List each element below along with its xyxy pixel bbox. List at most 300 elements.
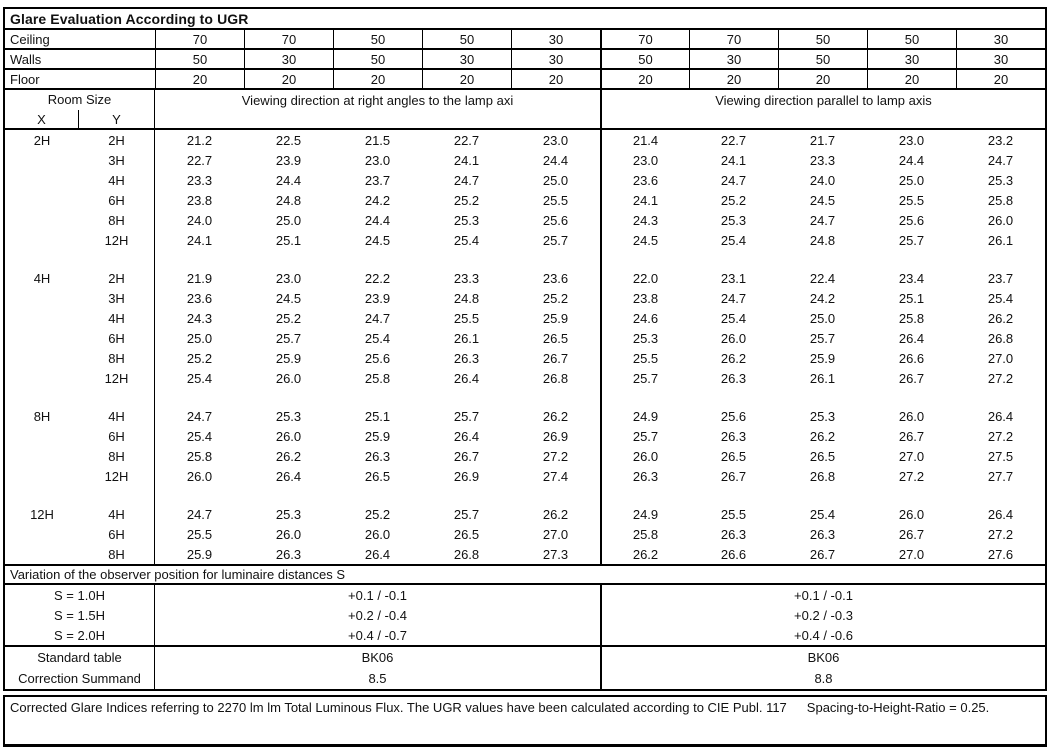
ugr-value-cell: 24.1 bbox=[600, 190, 689, 210]
ugr-value-cell: 25.5 bbox=[453, 310, 480, 326]
ugr-value-cell: 24.0 bbox=[186, 212, 213, 228]
ugr-value-cell: 25.6 bbox=[542, 212, 569, 228]
surface-value-cell: 20 bbox=[422, 70, 511, 88]
ugr-value-cell: 27.0 bbox=[542, 526, 569, 542]
ugr-value-cell: 26.0 bbox=[720, 330, 747, 346]
room-x-cell bbox=[5, 486, 79, 504]
surface-reflectance-rows bbox=[5, 30, 1045, 90]
variation-row bbox=[5, 585, 1045, 605]
ugr-value-cell: 25.9 bbox=[809, 350, 836, 366]
ugr-value-cell: 25.3 bbox=[453, 212, 480, 228]
ugr-value-cell bbox=[600, 486, 689, 504]
ugr-value-cell: 25.7 bbox=[600, 426, 689, 446]
ugr-value-cell: 26.3 bbox=[720, 370, 747, 386]
summary-value-right: BK06 bbox=[600, 647, 1045, 668]
ugr-value-cell: 25.5 bbox=[898, 192, 925, 208]
ugr-value-cell: 25.8 bbox=[186, 448, 213, 464]
group-header-parallel: Viewing direction parallel to lamp axis bbox=[600, 90, 1045, 130]
ugr-value-cell: 26.4 bbox=[453, 428, 480, 444]
ugr-value-cell bbox=[511, 250, 600, 268]
ugr-value-cell: 23.3 bbox=[453, 270, 480, 286]
ugr-value-cell: 25.9 bbox=[275, 350, 302, 366]
ugr-value-cell: 25.3 bbox=[600, 328, 689, 348]
table-title-row bbox=[5, 9, 1045, 30]
room-x-cell bbox=[5, 190, 79, 210]
ugr-value-cell: 25.0 bbox=[809, 310, 836, 326]
ugr-value-cell bbox=[155, 388, 244, 406]
ugr-value-cell: 27.3 bbox=[542, 546, 569, 562]
ugr-value-cell: 24.7 bbox=[720, 290, 747, 306]
ugr-value-cell: 23.8 bbox=[186, 192, 213, 208]
ugr-data-row bbox=[5, 190, 1045, 210]
room-x-cell bbox=[5, 170, 79, 190]
spacer-row bbox=[5, 388, 1045, 406]
ugr-value-cell: 23.2 bbox=[987, 132, 1014, 148]
ugr-value-cell bbox=[956, 486, 1045, 504]
ugr-value-cell bbox=[333, 486, 422, 504]
ugr-value-cell: 24.9 bbox=[600, 504, 689, 524]
variation-value-right: +0.1 / -0.1 bbox=[600, 585, 1045, 605]
surface-value-cell: 50 bbox=[422, 30, 511, 48]
ugr-value-cell bbox=[867, 388, 956, 406]
ugr-value-cell: 24.4 bbox=[542, 152, 569, 168]
ugr-value-cell: 26.7 bbox=[809, 546, 836, 562]
ugr-table bbox=[3, 7, 1047, 691]
ugr-value-cell: 25.4 bbox=[809, 506, 836, 522]
ugr-value-cell: 26.4 bbox=[275, 468, 302, 484]
surface-row-label: Walls bbox=[10, 51, 42, 67]
ugr-value-cell: 25.7 bbox=[453, 506, 480, 522]
y-axis-label: Y bbox=[112, 112, 121, 127]
variation-rows bbox=[5, 585, 1045, 645]
ugr-value-cell: 25.9 bbox=[186, 546, 213, 562]
ugr-value-cell: 25.9 bbox=[542, 310, 569, 326]
room-x-cell bbox=[5, 466, 79, 486]
ugr-value-cell: 23.1 bbox=[720, 270, 747, 286]
variation-heading: Variation of the observer position for luminaire distances S bbox=[5, 564, 1045, 585]
spacing-height-ratio: Spacing-to-Height-Ratio = 0.25. bbox=[806, 700, 990, 715]
ugr-value-cell: 26.7 bbox=[898, 526, 925, 542]
ugr-value-cell: 26.4 bbox=[453, 370, 480, 386]
ugr-value-cell: 24.5 bbox=[364, 232, 391, 248]
room-x-cell bbox=[5, 308, 79, 328]
ugr-value-cell: 26.2 bbox=[809, 428, 836, 444]
ugr-value-cell: 26.3 bbox=[453, 350, 480, 366]
ugr-value-cell: 25.8 bbox=[987, 192, 1014, 208]
room-y-cell: 8H bbox=[79, 446, 155, 466]
variation-value-left: +0.4 / -0.7 bbox=[348, 627, 407, 643]
x-axis-label: X bbox=[5, 110, 79, 130]
ugr-value-cell: 26.0 bbox=[987, 212, 1014, 228]
surface-row-label: Floor bbox=[10, 71, 40, 87]
ugr-value-cell: 24.6 bbox=[600, 308, 689, 328]
ugr-value-cell: 25.0 bbox=[186, 330, 213, 346]
ugr-value-cell: 26.7 bbox=[898, 428, 925, 444]
ugr-value-cell: 26.6 bbox=[720, 546, 747, 562]
room-y-cell: 3H bbox=[79, 288, 155, 308]
surface-value-cell: 30 bbox=[511, 50, 600, 68]
ugr-value-cell: 23.9 bbox=[275, 152, 302, 168]
ugr-data-row bbox=[5, 230, 1045, 250]
ugr-value-cell: 25.5 bbox=[542, 192, 569, 208]
ugr-value-cell: 24.7 bbox=[364, 310, 391, 326]
ugr-value-cell: 23.9 bbox=[364, 290, 391, 306]
ugr-value-cell: 25.4 bbox=[987, 290, 1014, 306]
room-x-cell bbox=[5, 328, 79, 348]
ugr-value-cell: 26.0 bbox=[186, 468, 213, 484]
room-x-cell: 4H bbox=[33, 270, 51, 286]
ugr-value-cell: 22.2 bbox=[364, 270, 391, 286]
surface-value-cell: 50 bbox=[155, 50, 244, 68]
surface-value-cell: 30 bbox=[956, 50, 1045, 68]
ugr-data-row bbox=[5, 288, 1045, 308]
ugr-value-cell bbox=[422, 250, 511, 268]
surface-value-cell: 20 bbox=[333, 70, 422, 88]
ugr-value-cell: 23.0 bbox=[364, 152, 391, 168]
ugr-data-row bbox=[5, 426, 1045, 446]
ugr-value-cell: 23.7 bbox=[987, 270, 1014, 286]
ugr-value-cell bbox=[422, 388, 511, 406]
surface-value-cell: 30 bbox=[867, 50, 956, 68]
room-y-cell: 6H bbox=[79, 328, 155, 348]
variation-label: S = 1.0H bbox=[5, 585, 155, 605]
ugr-value-cell: 25.7 bbox=[898, 232, 925, 248]
ugr-value-cell: 26.2 bbox=[987, 310, 1014, 326]
ugr-value-cell: 24.5 bbox=[275, 290, 302, 306]
ugr-value-cell: 26.8 bbox=[453, 546, 480, 562]
surface-value-cell: 50 bbox=[600, 50, 689, 68]
ugr-value-cell: 25.1 bbox=[898, 290, 925, 306]
ugr-value-cell: 26.8 bbox=[542, 370, 569, 386]
ugr-value-cell bbox=[956, 388, 1045, 406]
room-x-cell bbox=[5, 446, 79, 466]
ugr-value-cell: 25.0 bbox=[898, 172, 925, 188]
ugr-data-row bbox=[5, 406, 1045, 426]
ugr-value-cell bbox=[689, 388, 778, 406]
ugr-value-cell bbox=[778, 388, 867, 406]
ugr-value-cell: 26.0 bbox=[600, 446, 689, 466]
column-header-row bbox=[5, 90, 1045, 130]
ugr-value-cell: 26.7 bbox=[898, 370, 925, 386]
ugr-value-cell: 24.7 bbox=[809, 212, 836, 228]
ugr-value-cell: 24.2 bbox=[809, 290, 836, 306]
room-size-xy-labels bbox=[5, 110, 154, 130]
ugr-value-cell: 26.7 bbox=[720, 468, 747, 484]
spacer-row bbox=[5, 486, 1045, 504]
ugr-value-cell: 21.2 bbox=[186, 132, 213, 148]
ugr-value-cell: 26.4 bbox=[364, 546, 391, 562]
spacer-row bbox=[5, 250, 1045, 268]
ugr-data-row bbox=[5, 348, 1045, 368]
room-x-cell bbox=[5, 368, 79, 388]
ugr-value-cell: 25.4 bbox=[364, 330, 391, 346]
ugr-value-cell: 25.3 bbox=[809, 408, 836, 424]
ugr-data-row bbox=[5, 446, 1045, 466]
room-y-cell: 4H bbox=[79, 308, 155, 328]
surface-value-cell: 20 bbox=[778, 70, 867, 88]
summary-row bbox=[5, 647, 1045, 668]
ugr-value-cell: 26.0 bbox=[364, 526, 391, 542]
ugr-value-cell: 25.5 bbox=[186, 526, 213, 542]
ugr-value-cell: 25.4 bbox=[453, 232, 480, 248]
ugr-value-cell: 26.2 bbox=[542, 408, 569, 424]
ugr-value-cell: 26.0 bbox=[275, 526, 302, 542]
surface-value-cell: 30 bbox=[689, 50, 778, 68]
ugr-value-cell bbox=[333, 250, 422, 268]
room-y-cell bbox=[79, 388, 155, 406]
ugr-value-cell: 24.7 bbox=[453, 172, 480, 188]
ugr-value-cell bbox=[867, 486, 956, 504]
ugr-value-cell: 25.2 bbox=[542, 290, 569, 306]
ugr-value-cell: 27.0 bbox=[898, 448, 925, 464]
room-x-cell bbox=[5, 150, 79, 170]
ugr-value-cell: 25.8 bbox=[600, 524, 689, 544]
footer-note bbox=[3, 695, 1047, 747]
ugr-value-cell: 25.2 bbox=[453, 192, 480, 208]
ugr-value-cell: 24.1 bbox=[186, 232, 213, 248]
surface-row-label: Ceiling bbox=[10, 31, 50, 47]
surface-value-cell: 70 bbox=[689, 30, 778, 48]
ugr-value-cell: 27.5 bbox=[987, 448, 1014, 464]
surface-value-cell: 20 bbox=[867, 70, 956, 88]
surface-value-cell: 20 bbox=[956, 70, 1045, 88]
ugr-value-cell: 26.2 bbox=[542, 506, 569, 522]
ugr-value-cell: 26.4 bbox=[987, 506, 1014, 522]
ugr-value-cell: 23.6 bbox=[186, 290, 213, 306]
ugr-value-cell: 27.2 bbox=[542, 448, 569, 464]
ugr-value-cell: 26.1 bbox=[987, 232, 1014, 248]
ugr-value-cell: 25.7 bbox=[600, 368, 689, 388]
room-y-cell: 12H bbox=[79, 466, 155, 486]
summary-row bbox=[5, 668, 1045, 689]
ugr-value-cell: 26.2 bbox=[720, 350, 747, 366]
summary-label: Correction Summand bbox=[5, 668, 155, 689]
ugr-value-cell: 25.4 bbox=[186, 370, 213, 386]
ugr-value-cell: 26.9 bbox=[453, 468, 480, 484]
room-x-cell bbox=[5, 524, 79, 544]
ugr-value-cell: 24.4 bbox=[898, 152, 925, 168]
ugr-value-cell: 27.7 bbox=[987, 468, 1014, 484]
ugr-value-cell: 25.3 bbox=[720, 212, 747, 228]
surface-value-cell: 70 bbox=[600, 30, 689, 48]
ugr-value-cell: 25.4 bbox=[720, 310, 747, 326]
ugr-value-cell: 23.6 bbox=[542, 270, 569, 286]
ugr-value-cell: 23.6 bbox=[600, 170, 689, 190]
ugr-value-cell bbox=[956, 250, 1045, 268]
ugr-value-cell: 26.9 bbox=[542, 428, 569, 444]
ugr-value-cell: 27.2 bbox=[987, 526, 1014, 542]
surface-value-cell: 70 bbox=[155, 30, 244, 48]
room-y-cell: 6H bbox=[79, 190, 155, 210]
ugr-value-cell bbox=[511, 388, 600, 406]
ugr-value-cell: 24.4 bbox=[364, 212, 391, 228]
surface-value-cell: 30 bbox=[511, 30, 600, 48]
ugr-value-cell: 24.4 bbox=[275, 172, 302, 188]
ugr-value-cell: 25.1 bbox=[364, 408, 391, 424]
variation-label: S = 1.5H bbox=[5, 605, 155, 625]
surface-value-cell: 30 bbox=[244, 50, 333, 68]
room-x-cell bbox=[5, 230, 79, 250]
surface-value-cell: 50 bbox=[867, 30, 956, 48]
room-x-cell: 8H bbox=[33, 408, 51, 424]
ugr-value-cell: 25.8 bbox=[364, 370, 391, 386]
ugr-value-cell: 27.2 bbox=[987, 370, 1014, 386]
room-x-cell: 12H bbox=[30, 506, 54, 522]
ugr-value-cell: 22.5 bbox=[275, 132, 302, 148]
ugr-data-row bbox=[5, 504, 1045, 524]
ugr-value-cell: 24.8 bbox=[453, 290, 480, 306]
ugr-value-cell: 25.1 bbox=[275, 232, 302, 248]
ugr-value-cell: 26.3 bbox=[600, 466, 689, 486]
ugr-value-cell: 26.3 bbox=[364, 448, 391, 464]
room-y-cell: 8H bbox=[79, 544, 155, 564]
surface-value-cell: 30 bbox=[422, 50, 511, 68]
ugr-value-cell: 25.2 bbox=[720, 192, 747, 208]
ugr-value-cell: 25.4 bbox=[720, 232, 747, 248]
ugr-value-cell: 24.1 bbox=[453, 152, 480, 168]
ugr-value-cell: 22.4 bbox=[809, 270, 836, 286]
ugr-value-cell: 26.7 bbox=[453, 448, 480, 464]
surface-value-cell: 20 bbox=[511, 70, 600, 88]
ugr-value-cell: 25.6 bbox=[898, 212, 925, 228]
ugr-value-cell: 24.0 bbox=[809, 172, 836, 188]
ugr-value-cell bbox=[778, 486, 867, 504]
ugr-data-row bbox=[5, 524, 1045, 544]
room-x-cell bbox=[5, 348, 79, 368]
surface-value-cell: 20 bbox=[155, 70, 244, 88]
variation-row bbox=[5, 605, 1045, 625]
ugr-value-cell: 27.2 bbox=[898, 468, 925, 484]
room-x-cell bbox=[5, 544, 79, 564]
ugr-value-cell: 23.8 bbox=[600, 288, 689, 308]
ugr-value-cell: 23.0 bbox=[275, 270, 302, 286]
ugr-value-cell: 26.1 bbox=[809, 370, 836, 386]
variation-value-left: +0.2 / -0.4 bbox=[348, 607, 407, 623]
ugr-value-cell: 26.4 bbox=[987, 408, 1014, 424]
ugr-value-cell: 23.0 bbox=[542, 132, 569, 148]
room-x-cell bbox=[5, 388, 79, 406]
room-x-cell bbox=[5, 250, 79, 268]
surface-value-cell: 20 bbox=[600, 70, 689, 88]
ugr-value-cell bbox=[867, 250, 956, 268]
room-y-cell: 8H bbox=[79, 210, 155, 230]
ugr-value-cell: 26.8 bbox=[809, 468, 836, 484]
ugr-value-cell bbox=[244, 250, 333, 268]
surface-value-cell: 20 bbox=[689, 70, 778, 88]
ugr-value-cell: 22.7 bbox=[453, 132, 480, 148]
variation-label: S = 2.0H bbox=[5, 625, 155, 645]
ugr-value-cell: 21.4 bbox=[600, 130, 689, 150]
ugr-value-cell: 25.3 bbox=[275, 408, 302, 424]
room-x-cell bbox=[5, 426, 79, 446]
footer-text: Corrected Glare Indices referring to 2270 lm lm Total Luminous Flux. The UGR values have been calculated according to CIE Publ. 117 bbox=[10, 700, 787, 715]
ugr-value-cell: 23.3 bbox=[809, 152, 836, 168]
room-x-cell: 2H bbox=[33, 132, 51, 148]
ugr-value-cell: 25.0 bbox=[542, 172, 569, 188]
surface-row bbox=[5, 50, 1045, 70]
ugr-data-area bbox=[5, 130, 1045, 564]
room-size-header-cell bbox=[5, 90, 155, 130]
summary-value-left: 8.5 bbox=[368, 671, 387, 686]
variation-value-right: +0.4 / -0.6 bbox=[600, 625, 1045, 645]
ugr-data-row bbox=[5, 544, 1045, 564]
ugr-value-cell: 25.5 bbox=[600, 348, 689, 368]
ugr-value-cell: 25.2 bbox=[186, 350, 213, 366]
ugr-value-cell: 24.7 bbox=[186, 408, 213, 424]
ugr-value-cell bbox=[244, 486, 333, 504]
ugr-value-cell: 23.7 bbox=[364, 172, 391, 188]
ugr-value-cell bbox=[333, 388, 422, 406]
ugr-value-cell: 25.2 bbox=[364, 506, 391, 522]
ugr-data-row bbox=[5, 368, 1045, 388]
ugr-value-cell: 24.3 bbox=[600, 210, 689, 230]
room-y-cell: 2H bbox=[79, 130, 155, 150]
ugr-value-cell: 25.6 bbox=[364, 350, 391, 366]
ugr-value-cell: 24.8 bbox=[275, 192, 302, 208]
ugr-value-cell: 22.0 bbox=[600, 268, 689, 288]
ugr-value-cell: 25.7 bbox=[809, 330, 836, 346]
ugr-value-cell: 25.3 bbox=[275, 506, 302, 522]
ugr-value-cell bbox=[155, 250, 244, 268]
ugr-value-cell: 24.7 bbox=[987, 152, 1014, 168]
surface-value-cell: 70 bbox=[244, 30, 333, 48]
ugr-value-cell: 25.7 bbox=[542, 232, 569, 248]
ugr-value-cell: 26.0 bbox=[275, 428, 302, 444]
ugr-value-cell: 26.3 bbox=[809, 526, 836, 542]
ugr-value-cell: 26.6 bbox=[898, 350, 925, 366]
ugr-value-cell: 24.7 bbox=[720, 172, 747, 188]
room-x-cell bbox=[5, 210, 79, 230]
surface-value-cell: 50 bbox=[333, 30, 422, 48]
ugr-value-cell: 26.3 bbox=[720, 526, 747, 542]
ugr-value-cell: 25.8 bbox=[898, 310, 925, 326]
ugr-value-cell: 26.1 bbox=[453, 330, 480, 346]
room-size-label: Room Size bbox=[47, 92, 112, 107]
ugr-value-cell: 26.4 bbox=[898, 330, 925, 346]
ugr-value-cell: 23.0 bbox=[600, 150, 689, 170]
ugr-value-cell: 26.5 bbox=[809, 448, 836, 464]
ugr-value-cell bbox=[244, 388, 333, 406]
ugr-value-cell: 25.2 bbox=[275, 310, 302, 326]
ugr-value-cell: 25.0 bbox=[275, 212, 302, 228]
ugr-data-row bbox=[5, 150, 1045, 170]
room-y-cell bbox=[79, 250, 155, 268]
ugr-value-cell: 24.9 bbox=[600, 406, 689, 426]
ugr-value-cell: 24.7 bbox=[186, 506, 213, 522]
ugr-value-cell: 25.7 bbox=[275, 330, 302, 346]
table-title: Glare Evaluation According to UGR bbox=[10, 10, 249, 27]
variation-value-left: +0.1 / -0.1 bbox=[348, 587, 407, 603]
surface-value-cell: 50 bbox=[333, 50, 422, 68]
ugr-value-cell: 25.9 bbox=[364, 428, 391, 444]
surface-value-cell: 20 bbox=[244, 70, 333, 88]
ugr-value-cell: 21.9 bbox=[186, 270, 213, 286]
ugr-value-cell: 26.5 bbox=[453, 526, 480, 542]
room-y-cell: 4H bbox=[79, 406, 155, 426]
variation-value-right: +0.2 / -0.3 bbox=[600, 605, 1045, 625]
summary-value-right: 8.8 bbox=[600, 668, 1045, 689]
ugr-value-cell: 23.3 bbox=[186, 172, 213, 188]
ugr-value-cell: 23.0 bbox=[898, 132, 925, 148]
surface-value-cell: 50 bbox=[778, 30, 867, 48]
variation-row bbox=[5, 625, 1045, 645]
summary-label: Standard table bbox=[5, 647, 155, 668]
room-x-cell bbox=[5, 288, 79, 308]
ugr-value-cell: 26.0 bbox=[898, 506, 925, 522]
ugr-data-row bbox=[5, 210, 1045, 230]
ugr-value-cell: 26.8 bbox=[987, 330, 1014, 346]
ugr-data-row bbox=[5, 170, 1045, 190]
